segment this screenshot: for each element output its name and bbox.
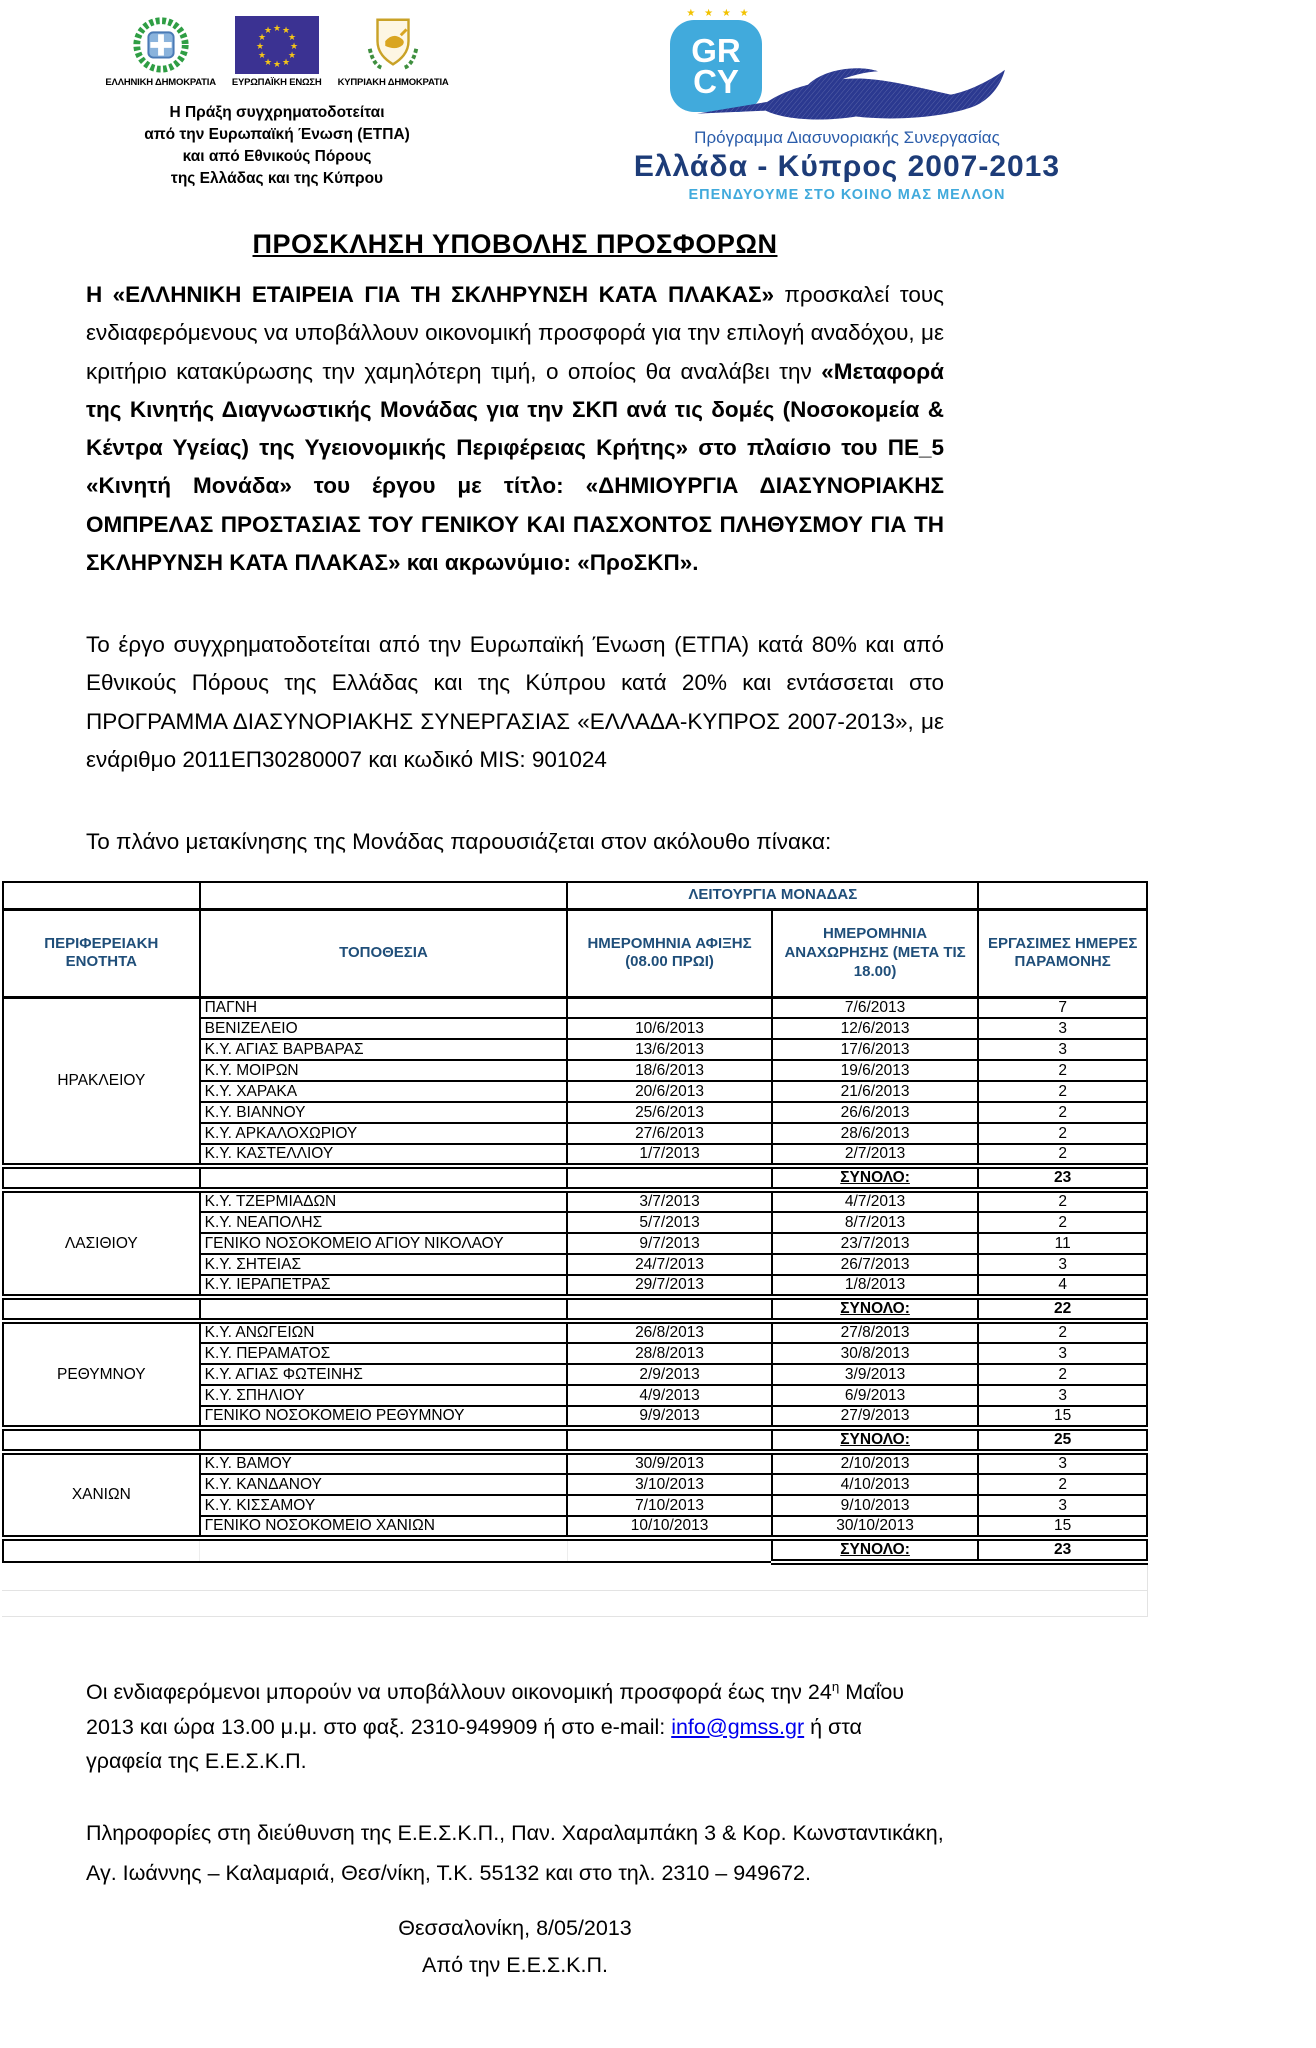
arrival-cell: 1/7/2013 <box>567 1144 772 1166</box>
svg-text:★: ★ <box>289 42 298 52</box>
text-segment: «Μεταφορά της Κινητής Διαγνωστικής Μονάδας για την ΣΚΠ ανά τις δομές (Νοσοκομεία & Κέντρα Υγείας) της Υγειονομικής Περιφέρειας Κρήτης» στο πλαίσιο του ΠΕ_5 «Κινητή Μονάδα» του έργου με τίτλο: «ΔΗΜΙΟΥΡΓΙΑ ΔΙΑΣΥΝΟΡΙΑΚΗΣ ΟΜΠΡΕΛΑΣ ΠΡΟΣΤΑΣΙΑΣ ΤΟΥ ΓΕΝΙΚΟΥ ΚΑΙ ΠΑΣΧΟΝΤΟΣ ΠΛΗΘΥΣΜΟΥ ΓΙΑ ΤΗ ΣΚΛΗΡΥΝΣΗ ΚΑΤΑ ΠΛΑΚΑΣ» και ακρωνύμιο: «ΠροΣΚΠ». <box>86 358 944 575</box>
closing-block <box>86 1916 944 1978</box>
document-footer <box>86 1675 944 1978</box>
cofinance-line: και από Εθνικούς Πόρους <box>182 148 372 165</box>
cofinance-line: Η Πράξη συγχρηματοδοτείται <box>169 104 385 121</box>
location-cell: Κ.Υ. ΜΟΙΡΩΝ <box>200 1060 568 1081</box>
departure-cell: 9/10/2013 <box>772 1495 979 1516</box>
departure-cell: 30/8/2013 <box>772 1343 979 1364</box>
page-title: ΠΡΟΣΚΛΗΣΗ ΥΠΟΒΟΛΗΣ ΠΡΟΣΦΟΡΩΝ <box>252 229 778 259</box>
program-motto: ΕΠΕΝΔΥΟΥΜΕ ΣΤΟ ΚΟΙΝΟ ΜΑΣ ΜΕΛΛΟΝ <box>688 187 1006 203</box>
workdays-cell: 3 <box>978 1254 1147 1275</box>
text-segment: Οι ενδιαφερόμενοι μπορούν να υποβάλλουν οικονομική προσφορά έως την 24 <box>86 1680 832 1705</box>
arrival-cell: 28/8/2013 <box>567 1343 772 1364</box>
svg-text:★: ★ <box>257 33 266 43</box>
table-row <box>3 1190 1147 1212</box>
location-cell: Κ.Υ. ΑΓΙΑΣ ΦΩΤΕΙΝΗΣ <box>200 1364 568 1385</box>
program-logo-block <box>612 8 1082 203</box>
page-header <box>0 0 1316 203</box>
location-cell: Κ.Υ. ΤΖΕΡΜΙΑΔΩΝ <box>200 1190 568 1212</box>
departure-cell: 19/6/2013 <box>772 1060 979 1081</box>
departure-cell: 27/9/2013 <box>772 1406 979 1428</box>
arrival-cell: 29/7/2013 <box>567 1275 772 1297</box>
arrival-cell: 2/9/2013 <box>567 1364 772 1385</box>
svg-text:★: ★ <box>272 60 281 70</box>
departure-cell: 21/6/2013 <box>772 1081 979 1102</box>
arrival-cell <box>567 997 772 1018</box>
total-value-cell: 23 <box>978 1538 1147 1562</box>
departure-cell: 2/7/2013 <box>772 1144 979 1166</box>
workdays-cell: 2 <box>978 1123 1147 1144</box>
closing-place-date: Θεσσαλονίκη, 8/05/2013 <box>398 1915 632 1940</box>
arrival-cell: 18/6/2013 <box>567 1060 772 1081</box>
column-header-region: ΠΕΡΙΦΕΡΕΙΑΚΗ ΕΝΟΤΗΤΑ <box>3 909 200 997</box>
departure-cell: 7/6/2013 <box>772 997 979 1018</box>
arrival-cell: 13/6/2013 <box>567 1039 772 1060</box>
departure-cell: 4/10/2013 <box>772 1474 979 1495</box>
workdays-cell: 15 <box>978 1406 1147 1428</box>
paragraph-funding: Το έργο συγχρηματοδοτείται από την Ευρωπαϊκή Ένωση (ΕΤΠΑ) κατά 80% και από Εθνικούς Πόρους της Ελλάδας και της Κύπρου κατά 20% και εντάσσεται στο ΠΡΟΓΡΑΜΜΑ ΔΙΑΣΥΝΟΡΙΑΚΗΣ ΣΥΝΕΡΓΑΣΙΑΣ «ΕΛΛΑΔΑ-ΚΥΠΡΟΣ 2007-2013», με ενάριθμο 2011ΕΠ30280007 και κωδικό MIS: 901024 <box>86 632 944 772</box>
location-cell: Κ.Υ. ΣΗΤΕΙΑΣ <box>200 1254 568 1275</box>
region-cell: ΛΑΣΙΘΙΟΥ <box>3 1190 200 1297</box>
location-cell: ΓΕΝΙΚΟ ΝΟΣΟΚΟΜΕΙΟ ΧΑΝΙΩΝ <box>200 1516 568 1538</box>
schedule-table <box>2 881 1148 1565</box>
location-cell: Κ.Υ. ΒΙΑΝΝΟΥ <box>200 1102 568 1123</box>
total-row <box>3 1428 1147 1452</box>
grid-remnant <box>2 1565 1148 1617</box>
workdays-cell: 2 <box>978 1060 1147 1081</box>
location-cell: Κ.Υ. ΝΕΑΠΟΛΗΣ <box>200 1212 568 1233</box>
workdays-cell: 3 <box>978 1343 1147 1364</box>
funding-logos-block <box>92 12 462 203</box>
table-row <box>3 1452 1147 1474</box>
workdays-cell: 3 <box>978 1452 1147 1474</box>
location-cell: ΠΑΓΝΗ <box>200 997 568 1018</box>
empty-cell <box>200 1538 568 1562</box>
total-label-cell: ΣΥΝΟΛΟ: <box>772 1166 979 1190</box>
location-cell: ΓΕΝΙΚΟ ΝΟΣΟΚΟΜΕΙΟ ΡΕΘΥΜΝΟΥ <box>200 1406 568 1428</box>
departure-cell: 23/7/2013 <box>772 1233 979 1254</box>
program-subtitle: Πρόγραμμα Διασυνοριακής Συνεργασίας <box>694 128 1000 147</box>
column-header-row <box>3 909 1147 997</box>
table-row <box>3 1321 1147 1343</box>
column-header-location: ΤΟΠΟΘΕΣΙΑ <box>200 909 568 997</box>
workdays-cell: 2 <box>978 1364 1147 1385</box>
text-segment: Μαΐου 2013 και ώρα 13.00 μ.μ. στο φαξ. 2310-949909 ή στο e-mail: <box>86 1680 905 1739</box>
text-segment: Η «ΕΛΛΗΝΙΚΗ ΕΤΑΙΡΕΙΑ ΓΙΑ ΤΗ ΣΚΛΗΡΥΝΣΗ ΚΑΤΑ ΠΛΑΚΑΣ» <box>86 282 785 307</box>
departure-cell: 12/6/2013 <box>772 1018 979 1039</box>
empty-cell <box>3 1166 200 1190</box>
empty-cell <box>3 1538 200 1562</box>
empty-cell <box>567 1297 772 1321</box>
departure-cell: 30/10/2013 <box>772 1516 979 1538</box>
location-cell: Κ.Υ. ΠΕΡΑΜΑΤΟΣ <box>200 1343 568 1364</box>
arrival-cell: 7/10/2013 <box>567 1495 772 1516</box>
workdays-cell: 3 <box>978 1039 1147 1060</box>
svg-text:★: ★ <box>287 33 296 43</box>
merged-header-row <box>3 882 1147 909</box>
column-header-departure: ΗΜΕΡΟΜΗΝΙΑ ΑΝΑΧΩΡΗΣΗΣ (ΜΕΤΑ ΤΙΣ 18.00) <box>772 909 979 997</box>
logo-row <box>92 12 462 88</box>
departure-cell: 1/8/2013 <box>772 1275 979 1297</box>
logo-label: ΕΥΡΩΠΑΪΚΗ ΕΝΩΣΗ <box>231 77 322 88</box>
empty-cell <box>567 1428 772 1452</box>
workdays-cell: 7 <box>978 997 1147 1018</box>
departure-cell: 3/9/2013 <box>772 1364 979 1385</box>
departure-cell: 26/7/2013 <box>772 1254 979 1275</box>
workdays-cell: 4 <box>978 1275 1147 1297</box>
departure-cell: 27/8/2013 <box>772 1321 979 1343</box>
program-title: Ελλάδα - Κύπρος 2007-2013 <box>633 150 1061 183</box>
logo-cyprus-republic <box>338 12 449 88</box>
empty-cell <box>3 1297 200 1321</box>
text-segment: ή στα γραφεία της Ε.Ε.Σ.Κ.Π. <box>86 1714 862 1774</box>
location-cell: Κ.Υ. ΧΑΡΑΚΑ <box>200 1081 568 1102</box>
empty-cell <box>567 1538 772 1562</box>
merged-header-cell: ΛΕΙΤΟΥΡΓΙΑ ΜΟΝΑΔΑΣ <box>567 882 978 909</box>
location-cell: Κ.Υ. ΚΑΣΤΕΛΛΙΟΥ <box>200 1144 568 1166</box>
arrival-cell: 30/9/2013 <box>567 1452 772 1474</box>
svg-text:★: ★ <box>263 26 272 36</box>
cyprus-emblem-icon <box>362 12 424 74</box>
empty-cell <box>3 1428 200 1452</box>
arrival-cell: 10/10/2013 <box>567 1516 772 1538</box>
svg-text:★: ★ <box>281 58 290 68</box>
region-cell: ΧΑΝΙΩΝ <box>3 1452 200 1538</box>
location-cell: Κ.Υ. ΑΓΙΑΣ ΒΑΡΒΑΡΑΣ <box>200 1039 568 1060</box>
location-cell: Κ.Υ. ΚΙΣΣΑΜΟΥ <box>200 1495 568 1516</box>
cofinance-line: της Ελλάδας και της Κύπρου <box>170 170 384 187</box>
workdays-cell: 2 <box>978 1190 1147 1212</box>
svg-text:★: ★ <box>257 51 266 61</box>
departure-cell: 28/6/2013 <box>772 1123 979 1144</box>
logo-label: ΕΛΛΗΝΙΚΗ ΔΗΜΟΚΡΑΤΙΑ <box>105 77 216 88</box>
paragraph-invitation <box>86 276 944 582</box>
arrival-cell: 25/6/2013 <box>567 1102 772 1123</box>
location-cell: ΓΕΝΙΚΟ ΝΟΣΟΚΟΜΕΙΟ ΑΓΙΟΥ ΝΙΚΟΛΑΟΥ <box>200 1233 568 1254</box>
departure-cell: 17/6/2013 <box>772 1039 979 1060</box>
badge-line: CY <box>693 63 739 100</box>
arrival-cell: 9/7/2013 <box>567 1233 772 1254</box>
svg-text:★: ★ <box>287 51 296 61</box>
location-cell: ΒΕΝΙΖΕΛΕΙΟ <box>200 1018 568 1039</box>
workdays-cell: 11 <box>978 1233 1147 1254</box>
arrival-cell: 3/7/2013 <box>567 1190 772 1212</box>
arrival-cell: 26/8/2013 <box>567 1321 772 1343</box>
total-row <box>3 1166 1147 1190</box>
table-intro: Το πλάνο μετακίνησης της Μονάδας παρουσιάζεται στον ακόλουθο πίνακα: <box>86 829 832 854</box>
swordfish-icon <box>638 64 1064 126</box>
empty-header-cell <box>978 882 1147 909</box>
arrival-cell: 20/6/2013 <box>567 1081 772 1102</box>
departure-cell: 6/9/2013 <box>772 1385 979 1406</box>
superscript-text: η <box>831 1679 840 1695</box>
departure-cell: 4/7/2013 <box>772 1190 979 1212</box>
workdays-cell: 3 <box>978 1495 1147 1516</box>
arrival-cell: 5/7/2013 <box>567 1212 772 1233</box>
text-segment: προσκαλεί τους ενδιαφερόμενους να υποβάλλουν οικονομική προσφορά για την επιλογή αναδόχου, με κριτήριο κατακύρωσης την χαμηλότερη τιμή, ο οποίος θα αναλάβει την <box>86 282 944 384</box>
eu-flag-icon <box>235 16 319 74</box>
empty-cell <box>200 1428 568 1452</box>
workdays-cell: 2 <box>978 1474 1147 1495</box>
document-body <box>86 229 944 861</box>
logo-greek-republic <box>105 12 215 88</box>
workdays-cell: 2 <box>978 1081 1147 1102</box>
workdays-cell: 2 <box>978 1212 1147 1233</box>
empty-cell <box>200 1166 568 1190</box>
total-value-cell: 22 <box>978 1297 1147 1321</box>
location-cell: Κ.Υ. ΑΡΚΑΛΟΧΩΡΙΟΥ <box>200 1123 568 1144</box>
column-header-workdays: ΕΡΓΑΣΙΜΕΣ ΗΜΕΡΕΣ ΠΑΡΑΜΟΝΗΣ <box>978 909 1147 997</box>
schedule-table-head <box>3 882 1147 997</box>
table-row <box>3 997 1147 1018</box>
empty-header-cell <box>200 882 568 909</box>
location-cell: Κ.Υ. ΙΕΡΑΠΕΤΡΑΣ <box>200 1275 568 1297</box>
workdays-cell: 3 <box>978 1385 1147 1406</box>
location-cell: Κ.Υ. ΑΝΩΓΕΙΩΝ <box>200 1321 568 1343</box>
schedule-table-body <box>3 997 1147 1562</box>
svg-text:★: ★ <box>281 26 290 36</box>
cofinance-line: από την Ευρωπαϊκή Ένωση (ΕΤΠΑ) <box>144 126 410 143</box>
workdays-cell: 15 <box>978 1516 1147 1538</box>
paragraph-submission <box>86 1675 944 1778</box>
svg-text:★: ★ <box>272 24 281 34</box>
badge-line: GR <box>691 31 741 69</box>
total-row <box>3 1538 1147 1562</box>
arrival-cell: 27/6/2013 <box>567 1123 772 1144</box>
workdays-cell: 2 <box>978 1102 1147 1123</box>
arrival-cell: 10/6/2013 <box>567 1018 772 1039</box>
total-label-cell: ΣΥΝΟΛΟ: <box>772 1297 979 1321</box>
empty-header-cell <box>3 882 200 909</box>
column-header-arrival: ΗΜΕΡΟΜΗΝΙΑ ΑΦΙΞΗΣ (08.00 ΠΡΩΙ) <box>567 909 772 997</box>
closing-sender: Από την Ε.Ε.Σ.Κ.Π. <box>422 1952 608 1977</box>
greek-emblem-icon <box>130 12 192 74</box>
workdays-cell: 3 <box>978 1018 1147 1039</box>
email-link[interactable]: info@gmss.gr <box>671 1714 805 1739</box>
logo-label: ΚΥΠΡΙΑΚΗ ΔΗΜΟΚΡΑΤΙΑ <box>337 77 449 88</box>
svg-text:★: ★ <box>263 58 272 68</box>
empty-cell <box>567 1166 772 1190</box>
departure-cell: 2/10/2013 <box>772 1452 979 1474</box>
svg-text:★: ★ <box>255 42 264 52</box>
total-label-cell: ΣΥΝΟΛΟ: <box>772 1428 979 1452</box>
total-row <box>3 1297 1147 1321</box>
program-logo-cluster <box>612 8 1082 124</box>
total-value-cell: 25 <box>978 1428 1147 1452</box>
location-cell: Κ.Υ. ΣΠΗΛΙΟΥ <box>200 1385 568 1406</box>
departure-cell: 8/7/2013 <box>772 1212 979 1233</box>
total-value-cell: 23 <box>978 1166 1147 1190</box>
region-cell: ΡΕΘΥΜΝΟΥ <box>3 1321 200 1428</box>
arrival-cell: 9/9/2013 <box>567 1406 772 1428</box>
cofinance-statement <box>92 102 462 190</box>
paragraph-contact: Πληροφορίες στη διεύθυνση της Ε.Ε.Σ.Κ.Π., Παν. Χαραλαμπάκη 3 & Κορ. Κωνσταντικάκη, Αγ. Ιωάννης – Καλαμαριά, Θεσ/νίκη, Τ.Κ. 55132 και στο τηλ. 2310 – 949672. <box>86 1821 944 1886</box>
empty-cell <box>200 1297 568 1321</box>
arrival-cell: 24/7/2013 <box>567 1254 772 1275</box>
workdays-cell: 2 <box>978 1321 1147 1343</box>
arrival-cell: 3/10/2013 <box>567 1474 772 1495</box>
location-cell: Κ.Υ. ΚΑΝΔΑΝΟΥ <box>200 1474 568 1495</box>
region-cell: ΗΡΑΚΛΕΙΟΥ <box>3 997 200 1166</box>
logo-european-union <box>232 16 322 88</box>
total-label-cell: ΣΥΝΟΛΟ: <box>772 1538 979 1562</box>
departure-cell: 26/6/2013 <box>772 1102 979 1123</box>
workdays-cell: 2 <box>978 1144 1147 1166</box>
arrival-cell: 4/9/2013 <box>567 1385 772 1406</box>
location-cell: Κ.Υ. ΒΑΜΟΥ <box>200 1452 568 1474</box>
stars-icon: ★ ★ ★ ★ <box>686 8 752 19</box>
